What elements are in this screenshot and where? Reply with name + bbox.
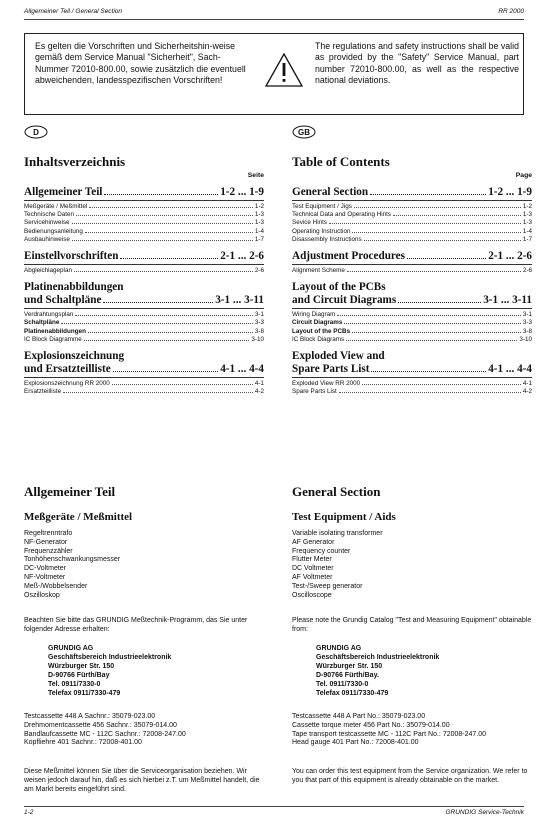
toc-section-heading bbox=[24, 363, 264, 376]
toc-section-title: Einstellvorschriften bbox=[24, 250, 119, 263]
toc-section-pages: 4-1 ... 4-4 bbox=[220, 363, 264, 376]
toc-section-title: Spare Parts List bbox=[292, 363, 370, 376]
dot-leader bbox=[362, 384, 521, 385]
toc-section-heading bbox=[24, 294, 264, 307]
dot-leader bbox=[371, 371, 486, 372]
list-line: GRUNDIG AG bbox=[316, 645, 362, 652]
toc-section-heading-line: Layout of the PCBs bbox=[292, 281, 386, 294]
toc-entry bbox=[292, 311, 532, 319]
toc-entry-title: IC Block Diagrams bbox=[292, 335, 345, 343]
toc-entry-page: 2-6 bbox=[254, 267, 264, 275]
toc-title: Inhaltsverzeichnis bbox=[24, 154, 126, 169]
list-line: Telefax 0911/7330-479 bbox=[316, 690, 389, 697]
toc-entry-title: Verdrahtungsplan bbox=[24, 311, 74, 319]
dot-leader bbox=[364, 240, 521, 241]
list-line: Flutter Meter bbox=[292, 556, 332, 564]
toc-entry bbox=[24, 380, 264, 388]
list-line: Tel. 0911/7330-0 bbox=[48, 681, 101, 688]
toc-entry-page: 1-3 bbox=[522, 211, 532, 219]
language-flag-de bbox=[24, 125, 48, 139]
toc-section-pages: 1-2 ... 1-9 bbox=[488, 186, 532, 198]
dot-leader bbox=[370, 194, 486, 195]
list-line: NF-Voltmeter bbox=[24, 573, 66, 581]
toc-entry-page: 3-3 bbox=[522, 319, 532, 327]
toc-entry-title: Sevice Hints bbox=[292, 219, 327, 227]
page-column-label: Seite bbox=[247, 172, 264, 179]
list-line: NF-Generator bbox=[24, 538, 68, 546]
toc-section-title: and Circuit Diagrams bbox=[292, 294, 397, 307]
toc-entry-page: 1-7 bbox=[522, 235, 532, 243]
divider bbox=[292, 264, 532, 265]
list-line: Tel. 0911/7330-0 bbox=[316, 681, 369, 688]
toc-section-pages: 1-2 ... 1-9 bbox=[220, 186, 264, 198]
divider bbox=[292, 200, 532, 201]
toc-entry-page: 3-8 bbox=[522, 327, 532, 335]
list-line: Head gauge 401 Part No.: 72008-401.00 bbox=[292, 739, 419, 747]
toc-entry-page: 1-7 bbox=[254, 235, 264, 243]
warning-triangle-icon bbox=[264, 52, 304, 88]
toc-entry-page: 4-1 bbox=[522, 380, 532, 388]
list-line: GRUNDIG AG bbox=[48, 645, 94, 652]
page-number: 1-2 bbox=[24, 809, 34, 816]
equipment-list bbox=[292, 530, 383, 600]
toc-entry-title: Meßgeräte / Meßmittel bbox=[24, 203, 88, 210]
toc-section-heading-line: Explosionszeichnung bbox=[24, 350, 125, 363]
toc-entry bbox=[24, 311, 264, 319]
header-left: Allgemeiner Teil / General Section bbox=[24, 8, 123, 15]
toc-section-heading-line: Exploded View and bbox=[292, 350, 385, 363]
dot-leader bbox=[344, 323, 521, 324]
toc-entry-page: 3-10 bbox=[519, 335, 532, 343]
list-line: Telefax 0911/7330-479 bbox=[48, 690, 121, 697]
list-line: AF Generator bbox=[292, 538, 335, 546]
safety-notice-box bbox=[24, 33, 524, 115]
dot-leader bbox=[72, 223, 253, 224]
toc-section-title: Allgemeiner Teil bbox=[24, 186, 103, 198]
dot-leader bbox=[61, 323, 253, 324]
dot-leader bbox=[88, 332, 253, 333]
list-line: Würzburger Str. 150 bbox=[316, 663, 383, 670]
flag-label: D bbox=[33, 128, 39, 137]
list-line: AF Voltmeter bbox=[292, 573, 333, 581]
toc-section-pages: 3-1 ... 3-11 bbox=[215, 294, 264, 307]
toc-entry-page: 3-8 bbox=[254, 327, 264, 335]
list-line: Variable isolating transformer bbox=[292, 530, 383, 537]
toc-section-heading-line: Platinenabbildungen bbox=[24, 281, 124, 294]
list-line: Regeltrenntrafo bbox=[24, 530, 73, 537]
list-line: Oszilloskop bbox=[24, 591, 60, 599]
toc-section-heading bbox=[292, 363, 532, 376]
dot-leader bbox=[75, 315, 253, 316]
dot-leader bbox=[76, 215, 253, 216]
toc-section-heading bbox=[292, 250, 532, 263]
toc-entry bbox=[292, 336, 532, 344]
list-line: Meß-/Wobbelsender bbox=[24, 582, 88, 590]
toc-section-heading bbox=[24, 186, 264, 199]
divider bbox=[24, 264, 264, 265]
dot-leader bbox=[74, 271, 253, 272]
toc-entry-title: Ausbauhinweise bbox=[24, 235, 70, 243]
toc-entry-page: 4-2 bbox=[522, 388, 532, 396]
toc-entry-title: Technical Data and Operating Hints bbox=[292, 211, 392, 219]
toc-entry-title: Servicehinweise bbox=[24, 219, 70, 227]
toc-entry bbox=[24, 328, 264, 336]
toc-entry bbox=[24, 388, 264, 396]
toc-entry bbox=[292, 211, 532, 219]
toc-entry-title: Circuit Diagrams bbox=[292, 319, 343, 327]
dot-leader bbox=[63, 392, 253, 393]
toc-entry-title: IC Block Diagramme bbox=[24, 335, 82, 343]
toc-entry-title: Platinenabbildungen bbox=[24, 327, 86, 335]
list-line: Drehmomentcassette 456 Sachnr.: 35079-014.00 bbox=[24, 721, 177, 729]
section-title: General Section bbox=[292, 484, 381, 499]
closing-note: Diese Meßmittel können Sie über die Serviceorganisation beziehen. Wir weisen jedoch darauf hin, daß es sich hierbei z.T. um Meßmittel handelt, die am Markt bereits eingeführt sind. bbox=[24, 768, 260, 793]
toc-section-title: General Section bbox=[292, 186, 369, 198]
cassette-list bbox=[24, 713, 186, 748]
toc-section-heading bbox=[292, 186, 532, 199]
toc-left bbox=[24, 180, 264, 396]
toc-entry-page: 3-10 bbox=[251, 335, 264, 343]
toc-entry-page: 4-2 bbox=[254, 388, 264, 396]
toc-entry-title: Test Equipment / Jigs bbox=[292, 203, 352, 210]
subsection-title: Test Equipment / Aids bbox=[292, 511, 396, 523]
page-header bbox=[24, 7, 524, 20]
toc-section-title: und Ersatzteilliste bbox=[24, 363, 111, 376]
dot-leader bbox=[354, 207, 521, 208]
toc-entry-page: 1-3 bbox=[522, 219, 532, 227]
safety-notice-german: Es gelten die Vorschriften und Sicherheitshin-weise gemäß dem Service Manual "Sicherheit", Sach-Nummer 72010-800.00, sowie zusätzlich die eventuell abweichenden, landesspezifischen Vorschriften! bbox=[35, 41, 246, 85]
toc-entry bbox=[292, 219, 532, 227]
toc-entry bbox=[292, 203, 532, 211]
dot-leader bbox=[346, 340, 517, 341]
toc-entry bbox=[24, 236, 264, 244]
divider bbox=[292, 308, 532, 309]
toc-entry-page: 1-3 bbox=[254, 211, 264, 219]
toc-entry bbox=[24, 211, 264, 219]
dot-leader bbox=[72, 240, 253, 241]
dot-leader bbox=[113, 371, 218, 372]
toc-entry-title: Disassembly Instructions bbox=[292, 235, 362, 243]
list-line: Test-/Sweep generator bbox=[292, 582, 363, 590]
toc-section-title: und Schaltpläne bbox=[24, 294, 102, 307]
toc-entry-page: 1-4 bbox=[522, 227, 532, 235]
toc-entry-title: Schaltpläne bbox=[24, 319, 60, 327]
toc-entry bbox=[24, 228, 264, 236]
dot-leader bbox=[89, 207, 253, 208]
list-line: Bandlaufcassette MC - 112C Sachnr.: 72008-247.00 bbox=[24, 730, 186, 738]
toc-entry bbox=[24, 219, 264, 227]
dot-leader bbox=[84, 340, 250, 341]
toc-entry-title: Wiring Diagram bbox=[292, 311, 336, 319]
footer-right: GRUNDIG Service-Technik bbox=[445, 809, 524, 816]
section-title: Allgemeiner Teil bbox=[24, 484, 116, 499]
dot-leader bbox=[103, 302, 213, 303]
toc-entry bbox=[292, 380, 532, 388]
toc-section-title: Adjustment Procedures bbox=[292, 250, 406, 263]
toc-entry-title: Operating Instruction bbox=[292, 227, 351, 235]
dot-leader bbox=[407, 258, 486, 259]
dot-leader bbox=[337, 315, 521, 316]
toc-section-pages: 2-1 ... 2-6 bbox=[220, 250, 264, 263]
dot-leader bbox=[347, 271, 521, 272]
toc-entry-page: 1-4 bbox=[254, 227, 264, 235]
toc-entry-title: Bedienungsanleitung bbox=[24, 227, 83, 235]
dot-leader bbox=[398, 302, 481, 303]
toc-right bbox=[292, 180, 532, 396]
toc-entry-page: 3-1 bbox=[522, 311, 532, 319]
dot-leader bbox=[120, 258, 218, 259]
toc-entry-title: Technische Daten bbox=[24, 211, 75, 219]
toc-entry-title: Abgleichlageplan bbox=[24, 267, 72, 275]
list-line: Frequency counter bbox=[292, 547, 351, 555]
toc-entry-page: 3-1 bbox=[254, 311, 264, 319]
toc-section-heading bbox=[24, 250, 264, 263]
toc-section-pages: 4-1 ... 4-4 bbox=[488, 363, 532, 376]
closing-note: You can order this test equipment from the Service organization. We refer to you that part of this equipment is already obtainable on the market. bbox=[292, 768, 528, 784]
address-block bbox=[316, 644, 439, 698]
list-line: Geschäftsbereich Industrieelektronik bbox=[48, 654, 172, 661]
list-line: DC Voltmeter bbox=[292, 565, 334, 573]
address-block bbox=[48, 644, 171, 698]
safety-notice-english: The regulations and safety instructions shall be valid as provided by the "Safety" Service Manual, part number 72010-800.00, as well as the respective national deviations. bbox=[315, 41, 519, 85]
toc-entry-page: 4-1 bbox=[254, 380, 264, 388]
toc-section-pages: 3-1 ... 3-11 bbox=[483, 294, 532, 307]
list-line: Kopfliehre 401 Sachnr.: 72008-401.00 bbox=[24, 739, 142, 747]
toc-entry-page: 2-6 bbox=[522, 267, 532, 275]
toc-section-pages: 2-1 ... 2-6 bbox=[488, 250, 532, 263]
toc-entry bbox=[24, 319, 264, 327]
toc-entry bbox=[292, 319, 532, 327]
equipment-list bbox=[24, 530, 120, 600]
subsection-title: Meßgeräte / Meßmittel bbox=[24, 511, 133, 523]
page-column-label: Page bbox=[515, 172, 532, 179]
dot-leader bbox=[393, 215, 521, 216]
toc-entry-title: Explosionszeichnung RR 2000 bbox=[24, 380, 110, 388]
list-line: Testcassette 448 A Sachnr.: 35079-023.00 bbox=[24, 713, 156, 720]
list-line: DC-Voltmeter bbox=[24, 565, 67, 573]
toc-entry bbox=[292, 236, 532, 244]
toc-entry-title: Spare Parts List bbox=[292, 388, 337, 396]
dot-leader bbox=[104, 194, 218, 195]
dot-leader bbox=[352, 232, 520, 233]
toc-entry bbox=[292, 228, 532, 236]
divider bbox=[24, 377, 264, 378]
toc-entry bbox=[24, 336, 264, 344]
toc-entry-title: Alignment Scheme bbox=[292, 267, 345, 275]
toc-entry bbox=[24, 203, 264, 211]
toc-entry-page: 1-2 bbox=[522, 203, 532, 210]
toc-entry-title: Layout of the PCBs bbox=[292, 327, 351, 335]
list-line: Tonhöhenschwankungsmesser bbox=[24, 556, 121, 564]
divider bbox=[292, 377, 532, 378]
toc-title: Table of Contents bbox=[292, 154, 390, 169]
toc-entry bbox=[292, 388, 532, 396]
list-line: Cassette torque meter 456 Part No.: 35079-014.00 bbox=[292, 721, 450, 729]
toc-section-heading bbox=[292, 294, 532, 307]
page-footer bbox=[24, 806, 524, 819]
divider bbox=[24, 308, 264, 309]
language-flag-gb bbox=[292, 125, 316, 139]
list-line: Frequenzzähler bbox=[24, 547, 73, 555]
list-line: Oscilloscope bbox=[292, 591, 332, 599]
catalog-note: Beachten Sie bitte das GRUNDIG Meßtechnik-Programm, das Sie unter folgender Adresse erhalten: bbox=[24, 617, 248, 633]
toc-entry-page: 1-3 bbox=[254, 219, 264, 227]
list-line: Testcassette 448 A Part No.: 35079-023.00 bbox=[292, 713, 426, 720]
toc-entry-title: Exploded View RR 2000 bbox=[292, 380, 361, 388]
toc-entry-page: 1-2 bbox=[254, 203, 264, 210]
toc-entry bbox=[24, 267, 264, 275]
list-line: D-90766 Fürth/Bay bbox=[48, 672, 110, 679]
toc-entry bbox=[292, 328, 532, 336]
cassette-list bbox=[292, 713, 486, 748]
flag-label: GB bbox=[298, 128, 310, 137]
catalog-note: Please note the Grundig Catalog "Test and Measuring Equipment" obtainable from: bbox=[292, 617, 532, 633]
dot-leader bbox=[352, 332, 521, 333]
dot-leader bbox=[339, 392, 521, 393]
list-line: D-90766 Fürth/Bay. bbox=[316, 672, 379, 679]
list-line: Würzburger Str. 150 bbox=[48, 663, 115, 670]
header-right: RR 2000 bbox=[498, 8, 524, 15]
dot-leader bbox=[329, 223, 521, 224]
toc-entry bbox=[292, 267, 532, 275]
dot-leader bbox=[85, 232, 253, 233]
toc-entry-title: Ersatzteilliste bbox=[24, 388, 62, 396]
dot-leader bbox=[112, 384, 253, 385]
toc-entry-page: 3-3 bbox=[254, 319, 264, 327]
list-line: Geschäftsbereich Industrieelektronik bbox=[316, 654, 440, 661]
list-line: Tape transport testcassette MC - 112C Part No.: 72008-247.00 bbox=[292, 730, 487, 738]
divider bbox=[24, 200, 264, 201]
